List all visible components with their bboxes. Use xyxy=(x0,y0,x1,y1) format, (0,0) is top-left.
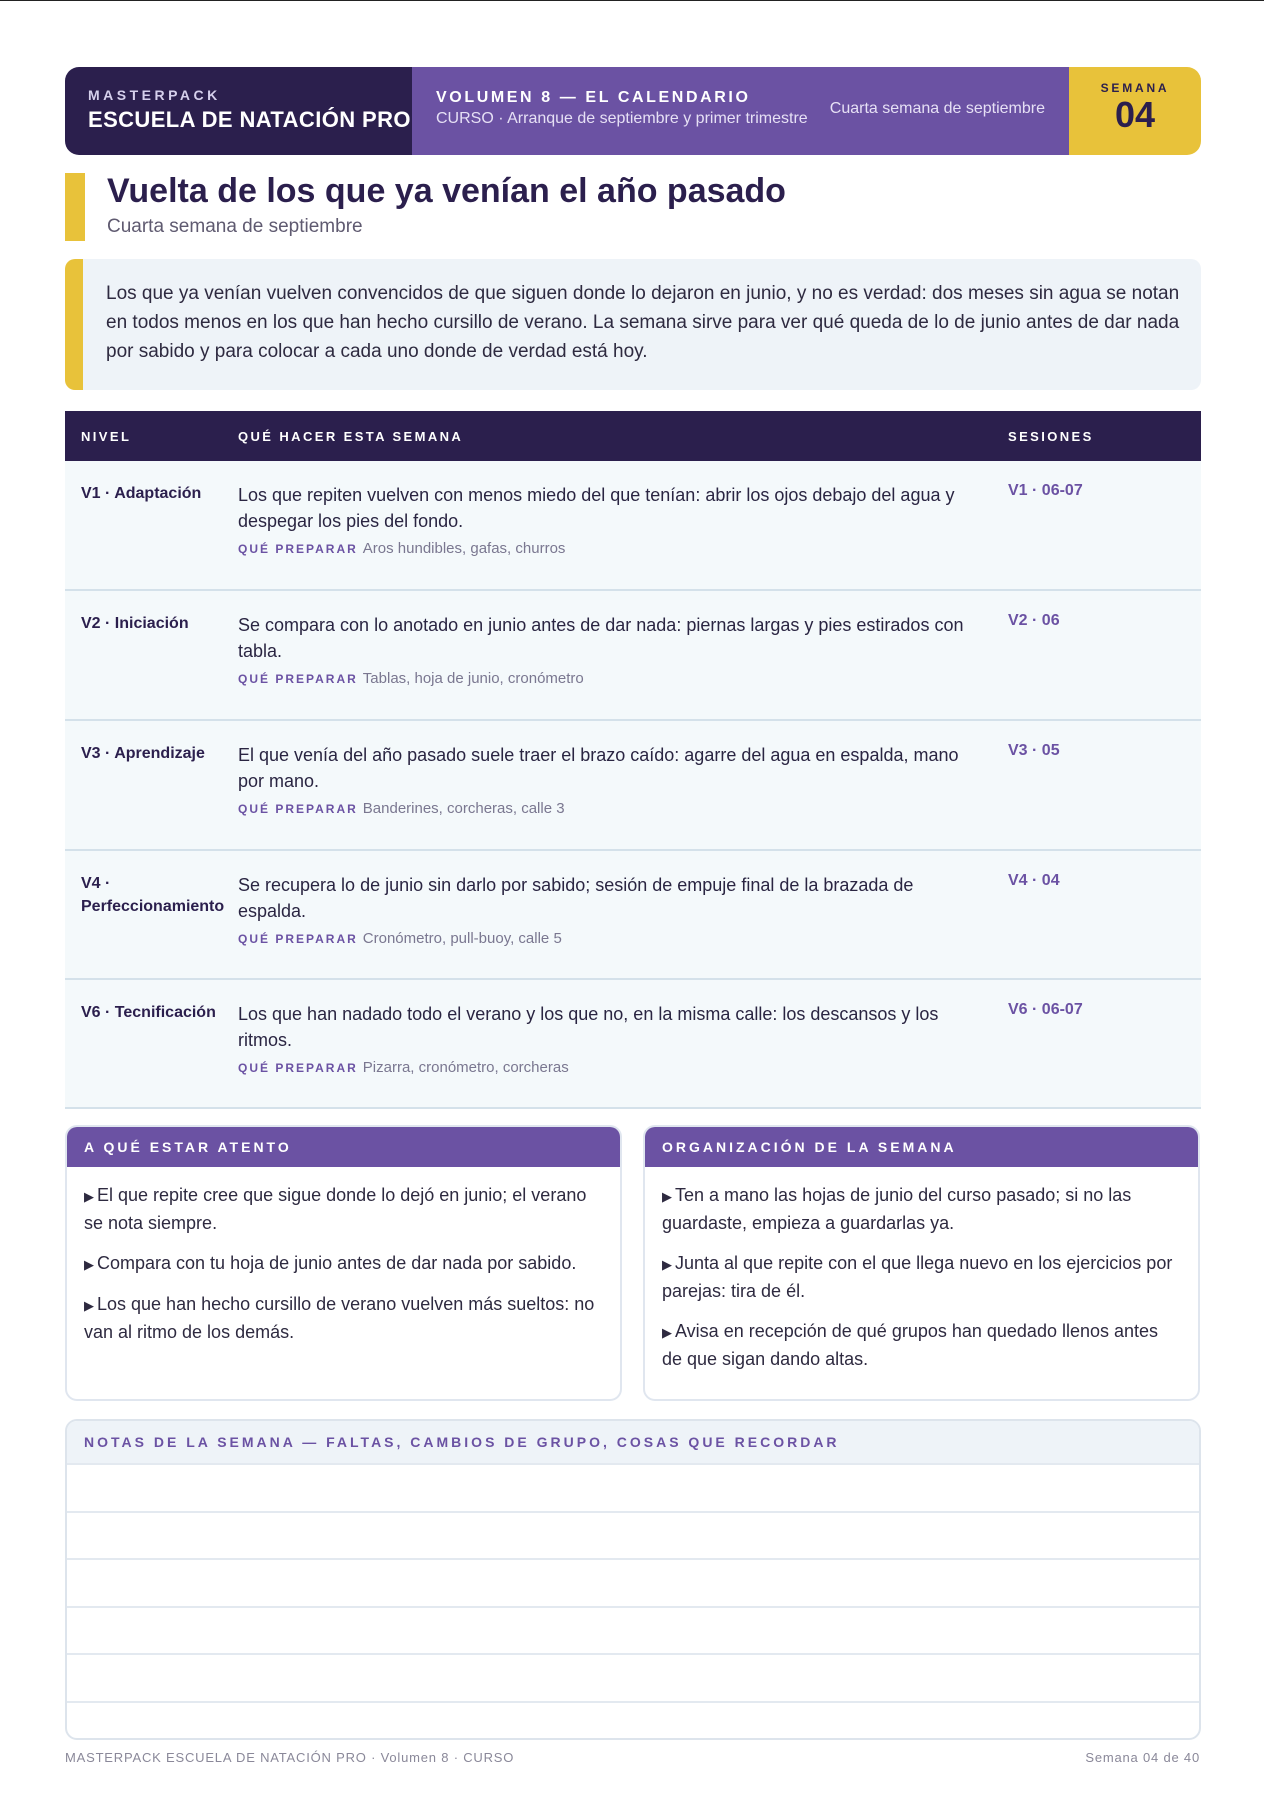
notes-section xyxy=(65,1419,1201,1740)
triangle-bullet-icon: ▶ xyxy=(84,1257,94,1272)
prep-label: QUÉ PREPARAR xyxy=(238,1061,358,1075)
notes-title: NOTAS DE LA SEMANA — FALTAS, CAMBIOS DE GRUPO, COSAS QUE RECORDAR xyxy=(67,1421,1199,1463)
row-sessions: V4 · 04 xyxy=(1008,872,1060,889)
row-level: V1 · Adaptación xyxy=(81,485,202,502)
row-text: Los que han nadado todo el verano y los que no, en la misma calle: los descansos y los ritmos. xyxy=(238,1004,939,1050)
organization-box xyxy=(643,1125,1200,1401)
attention-list xyxy=(67,1167,620,1346)
week-badge xyxy=(1069,67,1201,155)
list-item xyxy=(84,1250,602,1278)
prep-label: QUÉ PREPARAR xyxy=(238,672,358,686)
list-item-text: Ten a mano las hojas de junio del curso pasado; si no las guardaste, empieza a guardarlas ya. xyxy=(662,1185,1132,1233)
prep-label: QUÉ PREPARAR xyxy=(238,802,358,816)
triangle-bullet-icon: ▶ xyxy=(84,1298,94,1313)
header-sessions: SESIONES xyxy=(1008,428,1094,444)
row-prep xyxy=(238,670,978,687)
row-activity xyxy=(238,872,1008,978)
row-text: El que venía del año pasado suele traer el brazo caído: agarre del agua en espalda, mano por mano. xyxy=(238,745,959,791)
table-row xyxy=(65,721,1201,851)
row-text: Se compara con lo anotado en junio antes de dar nada: piernas largas y pies estirados con tabla. xyxy=(238,615,964,661)
brand-name: ESCUELA DE NATACIÓN PRO xyxy=(88,107,411,132)
list-item xyxy=(662,1250,1180,1305)
row-sessions: V2 · 06 xyxy=(1008,612,1060,629)
row-activity xyxy=(238,742,1008,849)
page-header xyxy=(65,67,1201,155)
prep-items: Cronómetro, pull-buoy, calle 5 xyxy=(362,930,562,947)
table-row xyxy=(65,591,1201,721)
note-line[interactable] xyxy=(67,1558,1199,1606)
list-item-text: Compara con tu hoja de junio antes de dar nada por sabido. xyxy=(97,1253,577,1273)
list-item-text: Junta al que repite con el que llega nuevo en los ejercicios por parejas: tira de él. xyxy=(662,1253,1173,1301)
note-line[interactable] xyxy=(67,1606,1199,1654)
attention-box xyxy=(65,1125,622,1401)
table-row xyxy=(65,461,1201,591)
note-line[interactable] xyxy=(67,1653,1199,1701)
intro-callout: Los que ya venían vuelven convencidos de que siguen donde lo dejaron en junio, y no es verdad: dos meses sin agua se notan en todos menos en los que han hecho cursillo de verano. La semana sirve para ver qué queda de lo de junio antes de dar nada por sabido y para colocar a cada uno donde de verdad está hoy. xyxy=(65,259,1201,390)
week-number: 04 xyxy=(1114,94,1156,135)
list-item xyxy=(84,1291,602,1346)
list-item xyxy=(84,1182,602,1237)
title-accent-bar xyxy=(65,173,85,241)
prep-items: Aros hundibles, gafas, churros xyxy=(362,540,566,557)
note-line[interactable] xyxy=(67,1463,1199,1511)
triangle-bullet-icon: ▶ xyxy=(84,1189,94,1204)
week-label: SEMANA xyxy=(1100,81,1170,95)
prep-label: QUÉ PREPARAR xyxy=(238,932,358,946)
brand-block xyxy=(65,67,412,155)
week-description: Cuarta semana de septiembre xyxy=(829,100,1045,117)
row-activity xyxy=(238,482,1008,589)
organization-title: ORGANIZACIÓN DE LA SEMANA xyxy=(645,1127,1198,1167)
row-activity xyxy=(238,1001,1008,1107)
row-prep xyxy=(238,1059,978,1076)
attention-title: A QUÉ ESTAR ATENTO xyxy=(67,1127,620,1167)
header-what: QUÉ HACER ESTA SEMANA xyxy=(238,428,464,444)
volume-block xyxy=(412,67,1069,155)
table-header xyxy=(65,411,1201,461)
triangle-bullet-icon: ▶ xyxy=(662,1257,672,1272)
list-item-text: El que repite cree que sigue donde lo dejó en junio; el verano se nota siempre. xyxy=(84,1185,587,1233)
note-line[interactable] xyxy=(67,1511,1199,1559)
volume-title: VOLUMEN 8 — EL CALENDARIO xyxy=(436,89,751,106)
triangle-bullet-icon: ▶ xyxy=(662,1325,672,1340)
list-item xyxy=(662,1182,1180,1237)
levels-table xyxy=(65,411,1201,1109)
row-level: V3 · Aprendizaje xyxy=(81,745,205,762)
row-text: Los que repiten vuelven con menos miedo del que tenían: abrir los ojos debajo del agua y despegar los pies del fondo. xyxy=(238,485,955,531)
list-item-text: Avisa en recepción de qué grupos han quedado llenos antes de que sigan dando altas. xyxy=(662,1321,1159,1369)
page-title: Vuelta de los que ya venían el año pasado xyxy=(107,172,786,210)
row-sessions: V1 · 06-07 xyxy=(1008,482,1083,499)
row-prep xyxy=(238,930,978,947)
footer-right: Semana 04 de 40 xyxy=(1085,1750,1200,1765)
footer-left: MASTERPACK ESCUELA DE NATACIÓN PRO · Volumen 8 · CURSO xyxy=(65,1750,515,1765)
row-text: Se recupera lo de junio sin darlo por sabido; sesión de empuje final de la brazada de espalda. xyxy=(238,875,914,921)
row-prep xyxy=(238,540,978,557)
note-line[interactable] xyxy=(67,1701,1199,1741)
triangle-bullet-icon: ▶ xyxy=(662,1189,672,1204)
row-level: V2 · Iniciación xyxy=(81,615,189,632)
table-body xyxy=(65,461,1201,1109)
row-activity xyxy=(238,612,1008,719)
brand-kicker: MASTERPACK xyxy=(88,87,221,103)
organization-list xyxy=(645,1167,1198,1373)
top-border-line xyxy=(0,0,1264,1)
row-prep xyxy=(238,800,978,817)
prep-items: Banderines, corcheras, calle 3 xyxy=(362,800,565,817)
prep-items: Tablas, hoja de junio, cronómetro xyxy=(362,670,584,687)
row-sessions: V6 · 06-07 xyxy=(1008,1001,1083,1018)
list-item xyxy=(662,1318,1180,1373)
table-row xyxy=(65,851,1201,980)
row-level: V6 · Tecnificación xyxy=(81,1004,216,1021)
header-level: NIVEL xyxy=(81,428,132,444)
prep-items: Pizarra, cronómetro, corcheras xyxy=(362,1059,569,1076)
table-row xyxy=(65,980,1201,1109)
page-subtitle: Cuarta semana de septiembre xyxy=(107,216,363,237)
course-subtitle: CURSO · Arranque de septiembre y primer trimestre xyxy=(436,110,808,127)
list-item-text: Los que han hecho cursillo de verano vuelven más sueltos: no van al ritmo de los demás. xyxy=(84,1294,595,1342)
row-sessions: V3 · 05 xyxy=(1008,742,1060,759)
prep-label: QUÉ PREPARAR xyxy=(238,542,358,556)
row-level: V4 · Perfeccionamiento xyxy=(81,875,225,915)
